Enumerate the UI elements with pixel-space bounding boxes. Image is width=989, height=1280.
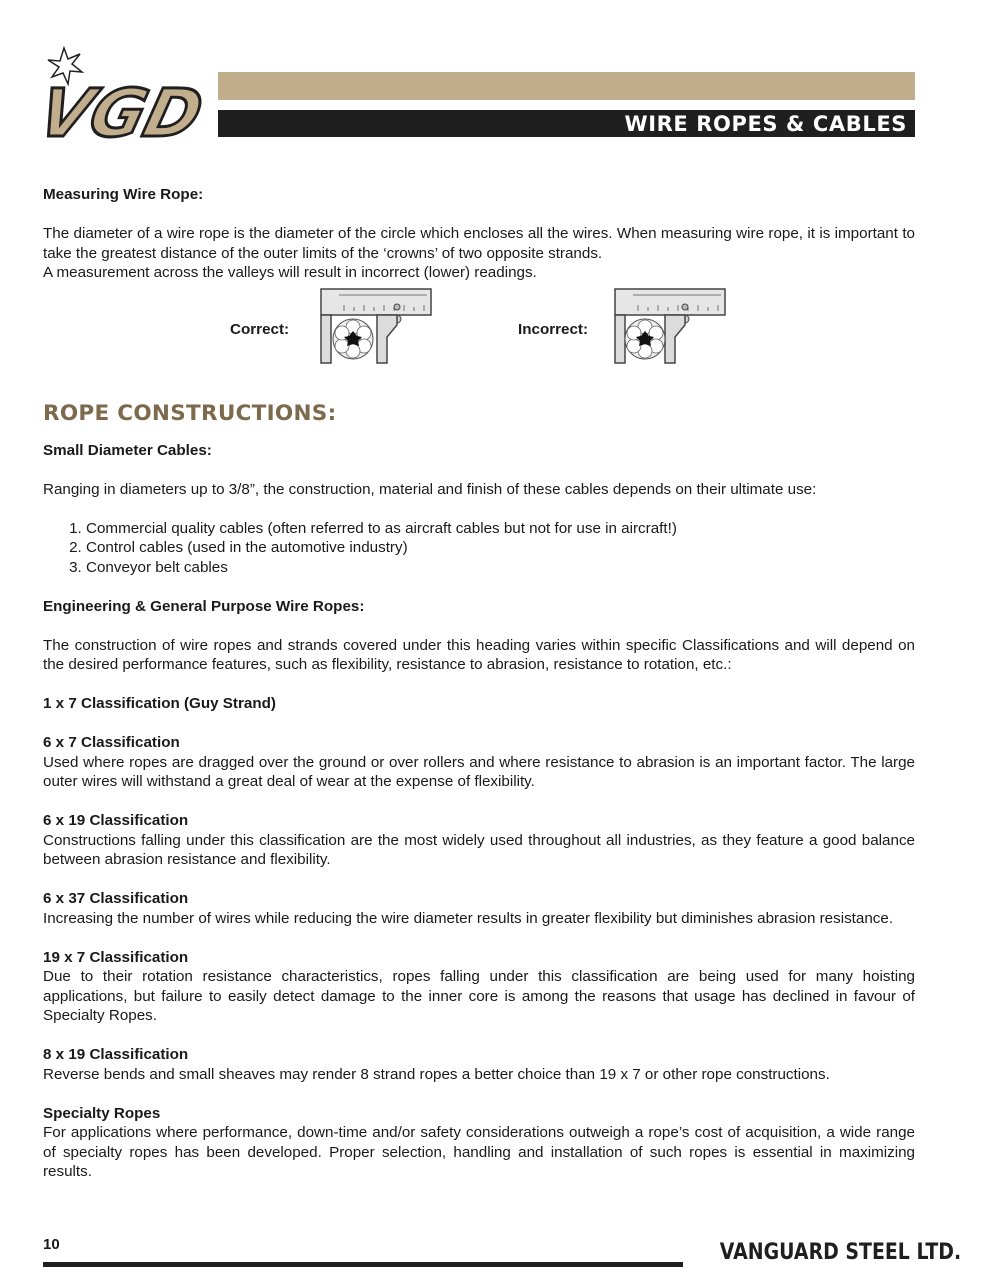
header-title-bar: [218, 110, 915, 137]
measuring-paragraph: The diameter of a wire rope is the diameter of the circle which encloses all the wires. When measuring wire rope, it is important to take the greatest distance of the outer limits of the ‘crowns’ of two opposite strands.: [43, 225, 915, 262]
classification-description: For applications where performance, down-time and/or safety considerations outweigh a rope’s cost of acquisition, a wide range of specialty ropes has been developed. Proper selection, handling and installation of such ropes is essential in maximizing results.: [43, 1124, 915, 1180]
classification-description: Increasing the number of wires while reducing the wire diameter results in greater flexibility but diminishes abrasion resistance.: [43, 909, 894, 927]
header-accent-bar: [218, 72, 915, 100]
classification-heading: 19 x 7 Classification: [43, 948, 189, 966]
footer-brand: VANGUARD STEEL LTD.: [719, 1240, 962, 1265]
small-diameter-intro: Ranging in diameters up to 3/8”, the construction, material and finish of these cables depends on their ultimate use:: [43, 480, 817, 498]
small-diameter-heading: Small Diameter Cables:: [43, 441, 212, 459]
classification-heading: 6 x 7 Classification: [43, 734, 180, 751]
classification-description: Used where ropes are dragged over the ground or over rollers and where resistance to abrasion is an important factor. The large outer wires will withstand a great deal of wear at the expense of flexibility.: [43, 753, 915, 790]
classification-description: Constructions falling under this classification are the most widely used throughout all industries, as they feature a good balance between abrasion resistance and flexibility.: [43, 831, 915, 868]
correct-label: Correct:: [230, 320, 290, 338]
page-content: [43, 185, 915, 1182]
measuring-heading: Measuring Wire Rope:: [43, 186, 204, 203]
footer-rule: [43, 1262, 683, 1267]
list-item: 3. Conveyor belt cables: [86, 558, 915, 578]
measurement-diagrams: [43, 287, 915, 383]
page-number: 10: [43, 1236, 60, 1253]
incorrect-label: Incorrect:: [518, 320, 589, 338]
rope-constructions-title: ROPE CONSTRUCTIONS:: [43, 400, 337, 426]
list-item: 1. Commercial quality cables (often referred to as aircraft cables but not for use in aircraft!): [86, 519, 915, 539]
engineering-heading: Engineering & General Purpose Wire Ropes:: [43, 597, 365, 615]
classification-heading: 1 x 7 Classification (Guy Strand): [43, 695, 276, 712]
classification-heading: Specialty Ropes: [43, 1104, 161, 1122]
small-diameter-list: [43, 519, 915, 578]
header-title: WIRE ROPES & CABLES: [624, 112, 907, 136]
caliper-incorrect-illustration: [613, 287, 728, 367]
classification-heading: 8 x 19 Classification: [43, 1046, 189, 1063]
vgd-logo: [31, 44, 211, 152]
measuring-paragraph-2: A measurement across the valleys will result in incorrect (lower) readings.: [43, 264, 537, 281]
classification-description: Reverse bends and small sheaves may render 8 strand ropes a better choice than 19 x 7 or other rope constructions.: [43, 1065, 830, 1083]
caliper-correct-illustration: [319, 287, 434, 367]
classification-description: Due to their rotation resistance characteristics, ropes falling under this classification are being used for many hoisting applications, but failure to easily detect damage to the inner core is among the reasons that usage has declined in favour of Specialty Ropes.: [43, 968, 915, 1024]
classification-heading: 6 x 37 Classification: [43, 890, 189, 907]
classification-heading: 6 x 19 Classification: [43, 812, 189, 829]
logo-text: VGD: [31, 74, 211, 152]
list-item: 2. Control cables (used in the automotive industry): [86, 538, 915, 558]
engineering-intro: The construction of wire ropes and strands covered under this heading varies within specific Classifications and will depend on the desired performance features, such as flexibility, resistance to abrasion, resistance to rotation, etc.:: [43, 636, 915, 673]
